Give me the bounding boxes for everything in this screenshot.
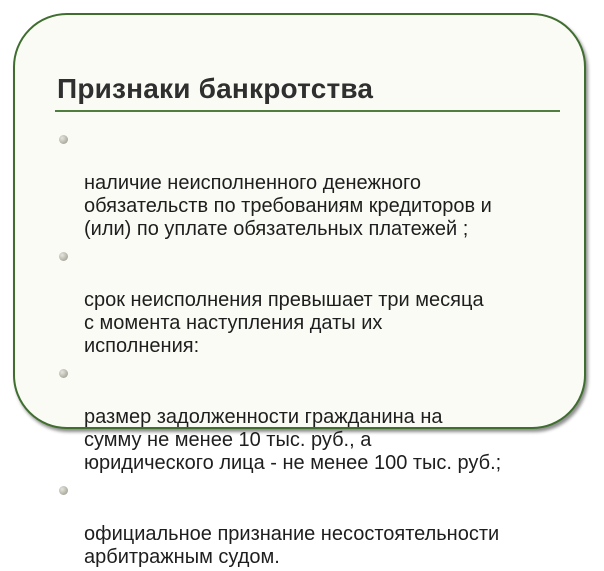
bullet-text: официальное признание несостоятельности арбитражным судом. xyxy=(84,523,500,568)
bullet-dot-icon xyxy=(59,486,68,495)
bullet-item xyxy=(57,477,567,569)
bullet-item xyxy=(57,243,567,358)
bullet-text: наличие неисполненного денежного обязательств по требованиям кредиторов и (или) по уплате обязательных платежей ; xyxy=(84,172,492,240)
bullet-dot-icon xyxy=(59,252,68,261)
bullet-text: срок неисполнения превышает три месяца с момента наступления даты их исполнения: xyxy=(84,289,484,357)
bullet-list xyxy=(57,126,567,571)
title-underline xyxy=(55,110,560,112)
bullet-item xyxy=(57,360,567,475)
bullet-text: размер задолженности гражданина на сумму не менее 10 тыс. руб., а юридического лица - не менее 100 тыс. руб.; xyxy=(84,406,502,474)
slide-title: Признаки банкротства xyxy=(57,73,374,104)
bullet-dot-icon xyxy=(59,369,68,378)
bullet-item xyxy=(57,126,567,241)
bullet-dot-icon xyxy=(59,135,68,144)
